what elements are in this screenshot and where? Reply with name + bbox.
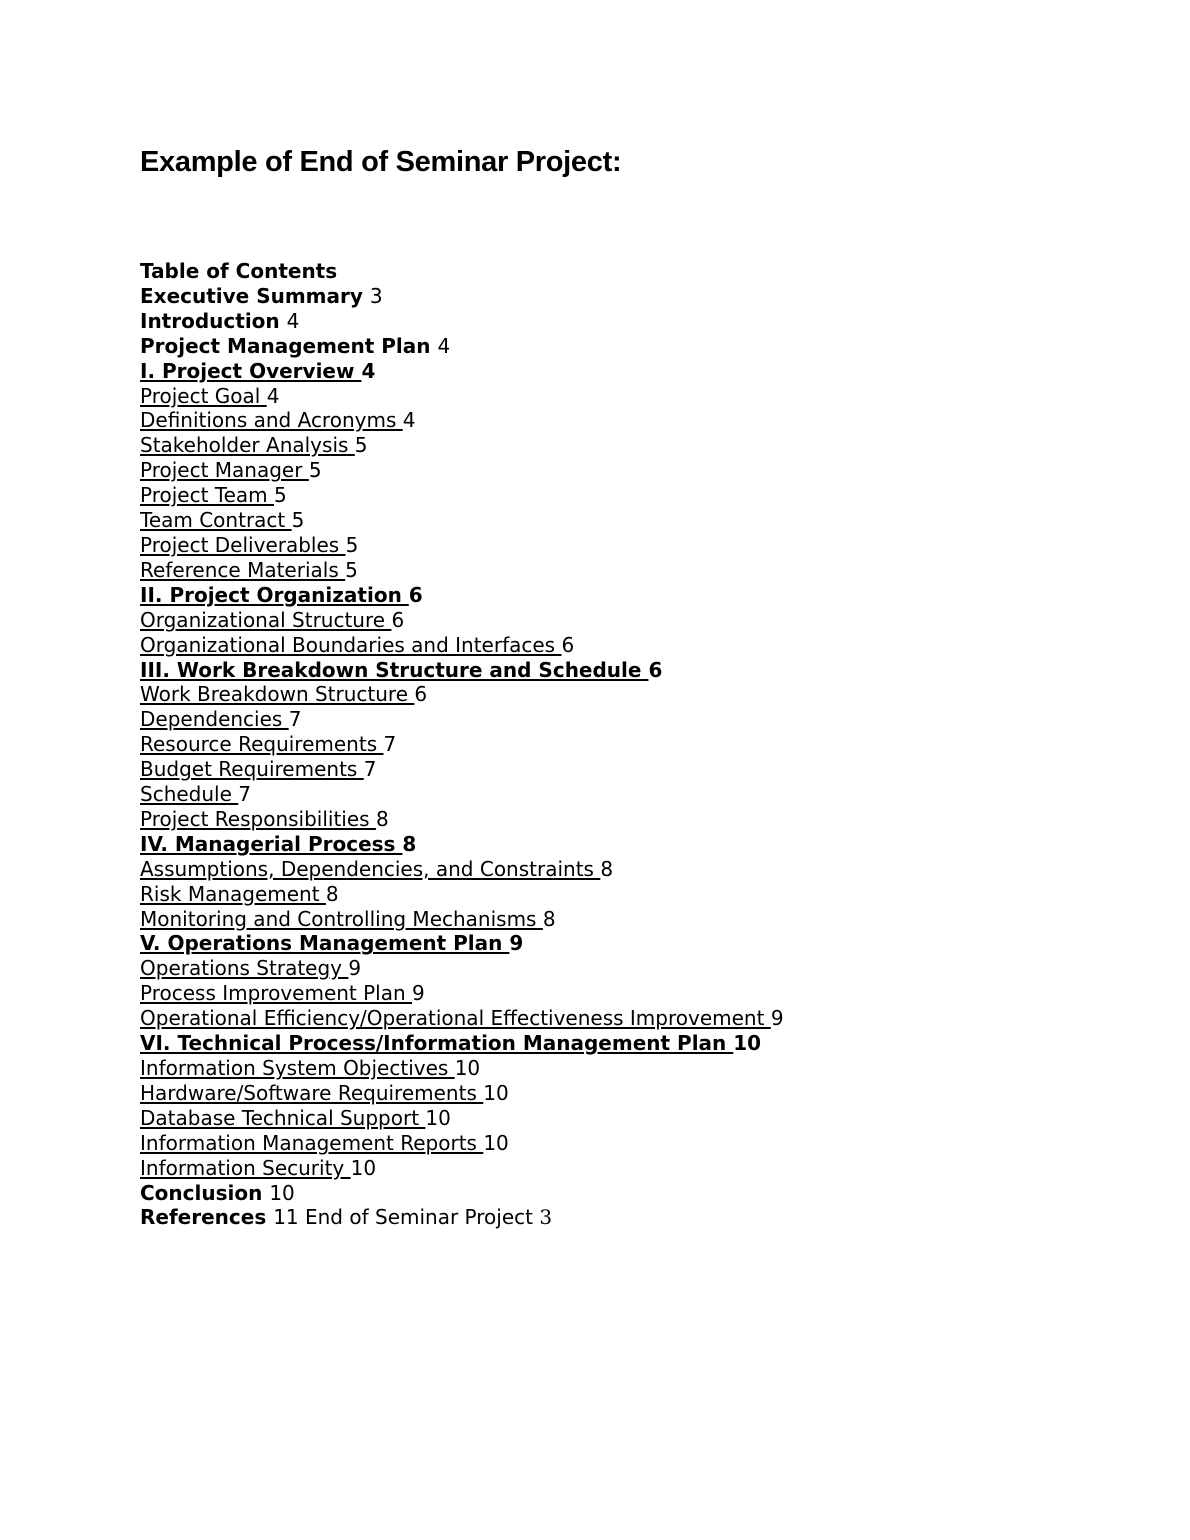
toc-entry-page: 8	[402, 831, 417, 856]
toc-link[interactable]: II. Project Organization	[140, 582, 409, 607]
toc-link[interactable]: I. Project Overview	[140, 358, 362, 383]
toc-entry-assumptions[interactable]	[140, 857, 784, 882]
toc-entry-monitoring-controlling[interactable]	[140, 907, 784, 932]
toc-heading-label: Table of Contents	[140, 259, 338, 283]
toc-entry-team-contract[interactable]	[140, 508, 784, 533]
toc-entry-label: Executive Summary	[140, 283, 370, 308]
toc-entry-page: 10	[733, 1031, 762, 1056]
toc-entry-page: 8	[325, 881, 339, 906]
toc-entry-page: 6	[561, 632, 575, 657]
toc-entry-page: 4	[286, 308, 300, 333]
toc-heading	[140, 259, 784, 284]
toc-entry-page: 5	[308, 458, 322, 483]
toc-entry-page: 5	[354, 433, 368, 458]
toc-entry-page: 10	[483, 1130, 509, 1155]
toc-link[interactable]: Operational Efficiency/Operational Effectiveness Improvement	[140, 1006, 771, 1031]
toc-link[interactable]: Monitoring and Controlling Mechanisms	[140, 906, 543, 931]
toc-entry-page: 9	[770, 1006, 784, 1031]
table-of-contents	[140, 259, 784, 1230]
toc-link[interactable]: Operations Strategy	[140, 956, 349, 981]
toc-entry-page: 6	[648, 657, 663, 682]
toc-entry-label: Introduction	[140, 308, 287, 333]
toc-entry-operations-strategy[interactable]	[140, 956, 784, 981]
toc-entry-organizational-boundaries[interactable]	[140, 633, 784, 658]
toc-entry-references	[140, 1205, 784, 1230]
toc-section-managerial-process[interactable]	[140, 832, 784, 857]
toc-link[interactable]: Information Management Reports	[140, 1130, 484, 1155]
toc-link[interactable]: Project Responsibilities	[140, 806, 376, 831]
toc-section-project-organization[interactable]	[140, 583, 784, 608]
toc-entry-organizational-structure[interactable]	[140, 608, 784, 633]
toc-link[interactable]: Information System Objectives	[140, 1056, 455, 1080]
toc-link[interactable]: Schedule	[140, 782, 239, 807]
toc-entry-label: References	[140, 1205, 274, 1230]
toc-entry-page: 7	[363, 757, 377, 782]
toc-entry-database-support[interactable]	[140, 1106, 784, 1131]
toc-entry-page: 11	[273, 1205, 299, 1230]
toc-entry-introduction	[140, 309, 784, 334]
toc-entry-page: 7	[238, 782, 251, 807]
toc-entry-operational-efficiency[interactable]	[140, 1006, 784, 1031]
toc-entry-risk-management[interactable]	[140, 882, 784, 907]
toc-entry-conclusion	[140, 1181, 784, 1206]
toc-link[interactable]: Risk Management	[140, 881, 326, 906]
toc-entry-page: 3	[369, 283, 383, 308]
toc-entry-information-reports[interactable]	[140, 1131, 784, 1156]
toc-entry-information-system-objectives[interactable]	[140, 1056, 784, 1081]
toc-link[interactable]: Organizational Boundaries and Interfaces	[140, 632, 562, 657]
toc-entry-page: 10	[350, 1155, 377, 1180]
toc-link[interactable]: Assumptions, Dependencies, and Constraints	[140, 856, 601, 881]
toc-link[interactable]: Project Team	[140, 483, 275, 508]
toc-entry-reference-materials[interactable]	[140, 558, 784, 583]
toc-entry-page: 5	[345, 532, 359, 557]
toc-entry-page: 8	[600, 856, 614, 881]
toc-link[interactable]: Stakeholder Analysis	[140, 433, 355, 458]
toc-entry-page: 4	[437, 333, 451, 358]
toc-link[interactable]: VI. Technical Process/Information Management Plan	[140, 1031, 734, 1056]
toc-link[interactable]: V. Operations Management Plan	[140, 931, 510, 956]
toc-entry-page: 6	[391, 607, 405, 632]
toc-entry-page: 7	[383, 732, 397, 757]
toc-entry-label: Project Management Plan	[140, 333, 438, 358]
toc-entry-information-security[interactable]	[140, 1156, 784, 1181]
toc-link[interactable]: Reference Materials	[140, 557, 346, 582]
running-footer-text: End of Seminar Project	[298, 1205, 540, 1230]
toc-link[interactable]: Database Technical Support	[140, 1105, 426, 1130]
toc-entry-dependencies[interactable]	[140, 707, 784, 732]
toc-link[interactable]: Dependencies	[140, 707, 289, 732]
toc-entry-project-deliverables[interactable]	[140, 533, 784, 558]
toc-section-project-overview[interactable]	[140, 359, 784, 384]
toc-entry-stakeholder-analysis[interactable]	[140, 433, 784, 458]
toc-entry-project-management-plan	[140, 334, 784, 359]
toc-entry-process-improvement[interactable]	[140, 981, 784, 1006]
toc-entry-page: 6	[408, 582, 423, 607]
toc-entry-page: 10	[454, 1056, 481, 1080]
toc-entry-project-manager[interactable]	[140, 458, 784, 483]
toc-entry-page: 4	[402, 408, 416, 433]
toc-section-wbs-schedule[interactable]	[140, 658, 784, 683]
toc-entry-page: 4	[266, 383, 280, 408]
toc-entry-page: 10	[483, 1080, 509, 1105]
toc-link[interactable]: Project Manager	[140, 458, 309, 483]
toc-link[interactable]: III. Work Breakdown Structure and Schedule	[140, 657, 649, 682]
toc-entry-page: 4	[361, 358, 376, 383]
toc-entry-page: 9	[412, 981, 425, 1006]
toc-entry-page: 10	[425, 1105, 451, 1130]
page-number: 3	[539, 1205, 553, 1230]
toc-entry-wbs[interactable]	[140, 682, 784, 707]
toc-section-technical-process[interactable]	[140, 1031, 784, 1056]
toc-link[interactable]: IV. Managerial Process	[140, 831, 403, 856]
toc-entry-budget-requirements[interactable]	[140, 757, 784, 782]
toc-link[interactable]: Project Deliverables	[140, 532, 346, 557]
toc-link[interactable]: Process Improvement Plan	[140, 981, 413, 1006]
toc-entry-page: 6	[414, 682, 428, 707]
toc-entry-page: 5	[345, 557, 358, 582]
page-title: Example of End of Seminar Project:	[140, 146, 622, 178]
toc-entry-page: 8	[542, 906, 556, 931]
toc-link[interactable]: Resource Requirements	[140, 732, 384, 757]
toc-link[interactable]: Project Goal	[140, 383, 267, 408]
toc-entry-page: 7	[288, 707, 302, 732]
toc-entry-executive-summary	[140, 284, 784, 309]
toc-entry-hardware-software[interactable]	[140, 1081, 784, 1106]
toc-entry-label: Conclusion	[140, 1180, 270, 1205]
toc-entry-page: 5	[291, 508, 305, 533]
toc-entry-page: 10	[269, 1180, 295, 1205]
toc-link[interactable]: Budget Requirements	[140, 757, 364, 782]
toc-entry-definitions-acronyms[interactable]	[140, 408, 784, 433]
toc-entry-page: 8	[375, 806, 389, 831]
toc-link[interactable]: Information Security	[140, 1155, 351, 1180]
toc-entry-project-responsibilities[interactable]	[140, 807, 784, 832]
toc-link[interactable]: Work Breakdown Structure	[140, 682, 415, 707]
toc-section-operations-management[interactable]	[140, 931, 784, 956]
toc-entry-page: 9	[348, 956, 362, 981]
toc-entry-project-team[interactable]	[140, 483, 784, 508]
toc-link[interactable]: Definitions and Acronyms	[140, 408, 403, 433]
toc-link[interactable]: Hardware/Software Requirements	[140, 1080, 484, 1105]
toc-link[interactable]: Team Contract	[140, 508, 292, 533]
toc-entry-project-goal[interactable]	[140, 384, 784, 409]
toc-entry-page: 5	[274, 483, 287, 508]
toc-entry-resource-requirements[interactable]	[140, 732, 784, 757]
toc-entry-schedule[interactable]	[140, 782, 784, 807]
toc-link[interactable]: Organizational Structure	[140, 607, 392, 632]
toc-entry-page: 9	[509, 931, 524, 956]
